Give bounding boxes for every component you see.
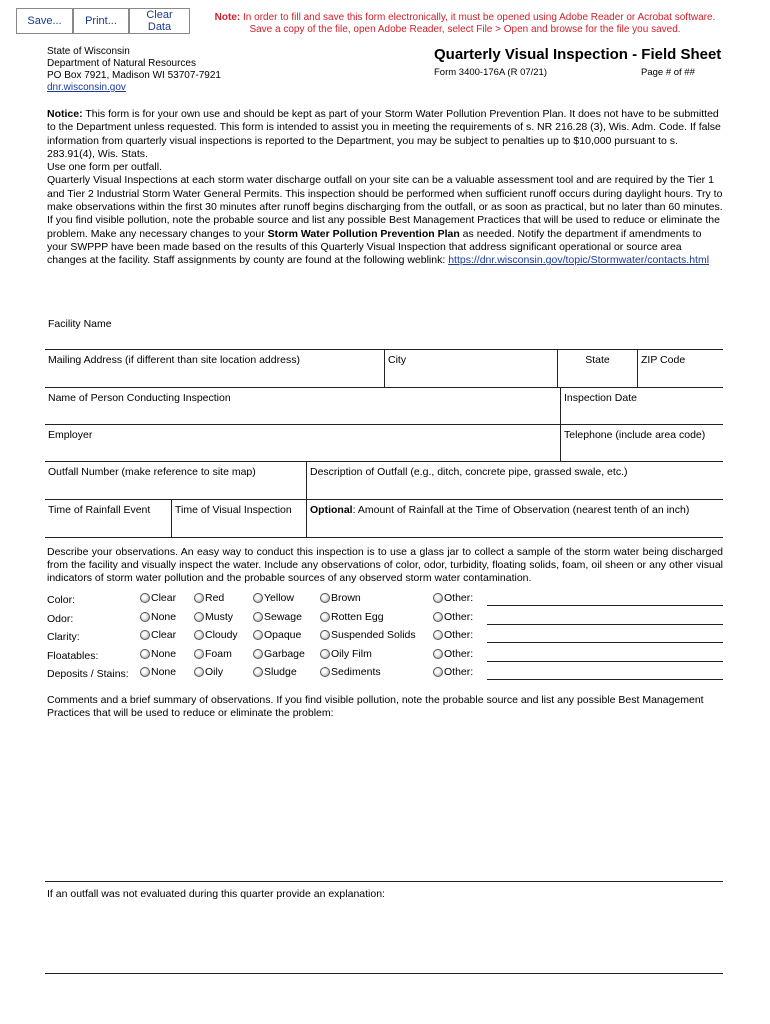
option-label: Oily Film <box>331 647 372 660</box>
outfall-description-label: Description of Outfall (e.g., ditch, concrete pipe, grassed swale, etc.) <box>310 466 628 478</box>
option-none[interactable] <box>140 611 176 623</box>
radio-icon[interactable] <box>140 612 150 622</box>
option-label: Clear <box>151 629 177 641</box>
observations-instructions: Describe your observations. An easy way to conduct this inspection is to use a glass jar to collect a sample of the storm water being discharged from the facility and visually inspect the water. Include any observations of color, odor, turbidity, floating solids, foam, oil sheen or any other visual indicators of storm water pollution and the probable sources of any observed storm water contamination. <box>47 546 723 584</box>
option-sewage[interactable] <box>253 611 302 623</box>
form-title: Quarterly Visual Inspection - Field Sheet <box>434 46 722 63</box>
option-label: Brown <box>331 592 361 604</box>
form-number: Form 3400-176A (R 07/21) <box>434 67 548 78</box>
row-label: Odor: <box>47 612 74 625</box>
clarity-other-input[interactable] <box>487 642 723 643</box>
option-none[interactable] <box>140 666 176 678</box>
option-label: Clear <box>151 592 177 604</box>
employer-field[interactable] <box>45 425 561 461</box>
radio-icon[interactable] <box>320 612 330 622</box>
agency-state: State of Wisconsin <box>47 46 130 57</box>
row-employer <box>45 425 723 462</box>
color-other-input[interactable] <box>487 605 723 606</box>
radio-icon[interactable] <box>320 649 330 659</box>
option-clear[interactable] <box>140 592 176 604</box>
observation-row-odor <box>47 611 723 630</box>
telephone-field[interactable] <box>561 425 723 461</box>
option-label: Sludge <box>264 666 297 678</box>
agency-address <box>47 46 221 94</box>
observation-checklist <box>47 592 723 685</box>
option-suspended-solids[interactable] <box>320 629 416 641</box>
option-label: None <box>151 647 177 660</box>
zip-code-label: ZIP Code <box>641 354 686 366</box>
radio-icon[interactable] <box>194 630 204 640</box>
save-button[interactable]: Save... <box>16 8 73 34</box>
option-brown[interactable] <box>320 592 361 604</box>
radio-icon[interactable] <box>433 667 443 677</box>
option-red[interactable] <box>194 592 224 604</box>
option-other[interactable] <box>433 648 473 660</box>
radio-icon[interactable] <box>140 649 150 659</box>
option-label: Cloudy <box>205 629 238 641</box>
row-address <box>45 350 723 388</box>
state-label: State <box>585 354 610 366</box>
row-label: Floatables: <box>47 649 99 662</box>
radio-icon[interactable] <box>253 667 263 677</box>
radio-icon[interactable] <box>194 593 204 603</box>
agency-department: Department of Natural Resources <box>47 58 196 69</box>
option-other[interactable] <box>433 629 473 641</box>
notice-section <box>47 108 723 268</box>
option-label: Other: <box>444 610 474 623</box>
option-yellow[interactable] <box>253 592 294 604</box>
notice-label: Notice: <box>47 108 83 120</box>
option-label: Garbage <box>264 647 305 660</box>
option-clear[interactable] <box>140 629 176 641</box>
option-label: Other: <box>444 647 474 660</box>
deposits-other-input[interactable] <box>487 679 723 680</box>
outfall-number-field[interactable] <box>45 462 307 499</box>
facility-name-field[interactable] <box>45 314 723 349</box>
radio-icon[interactable] <box>433 630 443 640</box>
comments-bottom-rule <box>45 881 723 882</box>
row-rainfall <box>45 500 723 538</box>
row-facility <box>45 314 723 350</box>
page-number: Page # of ## <box>641 67 695 78</box>
option-label: Other: <box>444 592 474 604</box>
option-foam[interactable] <box>194 648 232 660</box>
row-outfall <box>45 462 723 500</box>
adobe-note <box>198 12 732 36</box>
rainfall-time-field[interactable] <box>45 500 172 537</box>
inspector-name-label: Name of Person Conducting Inspection <box>48 392 231 404</box>
radio-icon[interactable] <box>194 667 204 677</box>
option-musty[interactable] <box>194 611 233 623</box>
option-label: Opaque <box>264 629 302 641</box>
telephone-label: Telephone (include area code) <box>564 429 706 441</box>
observation-row-color <box>47 592 723 611</box>
radio-icon[interactable] <box>253 630 263 640</box>
row-label: Clarity: <box>47 631 80 643</box>
radio-icon[interactable] <box>320 667 330 677</box>
option-sludge[interactable] <box>253 666 297 678</box>
outfall-number-label: Outfall Number (make reference to site map) <box>48 466 256 478</box>
notice-paragraph-2: Use one form per outfall. <box>47 161 162 174</box>
explanation-bottom-rule <box>45 973 723 974</box>
employer-label: Employer <box>48 429 93 441</box>
option-label: Sediments <box>331 666 381 678</box>
inspector-name-field[interactable] <box>45 388 561 424</box>
option-oily-film[interactable] <box>320 648 372 660</box>
visual-inspection-time-field[interactable] <box>172 500 307 537</box>
facility-info-grid <box>45 314 723 538</box>
outfall-description-field[interactable] <box>307 462 723 499</box>
note-line-2: Save a copy of the file, open Adobe Reader, select File > Open and browse for the file you saved. <box>249 24 681 35</box>
observation-row-floatables <box>47 648 723 667</box>
option-rotten-egg[interactable] <box>320 611 384 623</box>
visual-inspection-time-label: Time of Visual Inspection <box>175 504 292 516</box>
rainfall-amount-label: : Amount of Rainfall at the Time of Observation (nearest tenth of an inch) <box>352 504 690 516</box>
city-field[interactable] <box>385 350 558 387</box>
notice-paragraph-3b: as needed. Notify the department if amendments to your SWPPP have been made based on the results of this Quarterly Visual Inspection that address significant operational or source area changes at the facility. Staff assignments by county are found at the following weblink: <box>47 227 702 267</box>
clear-data-button[interactable]: Clear Data <box>129 8 190 34</box>
option-label: Suspended Solids <box>331 629 416 641</box>
comments-label: Comments and a brief summary of observations. If you find visible pollution, note the probable source and list any possible Best Management Practices that will be used to reduce or eliminate the problem: <box>47 694 704 719</box>
inspection-date-field[interactable] <box>561 388 723 424</box>
city-label: City <box>388 354 407 366</box>
state-field[interactable] <box>558 350 638 387</box>
inspection-date-label: Inspection Date <box>564 392 637 404</box>
option-label: Sewage <box>264 610 302 623</box>
radio-icon[interactable] <box>433 612 443 622</box>
option-label: None <box>151 610 177 623</box>
odor-other-input[interactable] <box>487 624 723 625</box>
form-toolbar <box>16 8 190 34</box>
option-label: Other: <box>444 629 474 641</box>
radio-icon[interactable] <box>320 630 330 640</box>
floatables-other-input[interactable] <box>487 661 723 662</box>
optional-label: Optional <box>310 504 353 516</box>
option-label: Yellow <box>264 592 294 604</box>
radio-icon[interactable] <box>253 593 263 603</box>
radio-icon[interactable] <box>253 612 263 622</box>
radio-icon[interactable] <box>320 593 330 603</box>
facility-name-label: Facility Name <box>48 318 112 330</box>
not-evaluated-label: If an outfall was not evaluated during this quarter provide an explanation: <box>47 888 385 900</box>
option-opaque[interactable] <box>253 629 301 641</box>
observation-row-clarity <box>47 629 723 648</box>
radio-icon[interactable] <box>194 649 204 659</box>
zip-code-field[interactable] <box>638 350 723 387</box>
agency-po-box: PO Box 7921, Madison WI 53707-7921 <box>47 70 221 81</box>
rainfall-amount-field[interactable] <box>307 500 723 537</box>
row-label: Color: <box>47 594 76 606</box>
option-none[interactable] <box>140 648 176 660</box>
mailing-address-label: Mailing Address (if different than site location address) <box>48 354 300 366</box>
radio-icon[interactable] <box>433 649 443 659</box>
note-line-1: In order to fill and save this form electronically, it must be opened using Adobe Reader or Acrobat software. <box>240 12 716 23</box>
option-oily[interactable] <box>194 666 223 678</box>
radio-icon[interactable] <box>253 649 263 659</box>
option-label: Musty <box>205 610 234 623</box>
option-label: None <box>151 666 177 678</box>
notice-paragraph-3a: Quarterly Visual Inspections at each storm water discharge outfall on your site can be a valuable assessment tool and are required by the Tier 1 and Tier 2 Industrial Storm Water General Permits. This inspection should be performed when sufficient runoff occurs during daylight hours. Try to make observations within the first 30 minutes after runoff begins discharging from the outfall, or as soon as practical, but no later than 60 minutes. If you find visible pollution, note the probable source and list any possible Best Management Practices that will be used to reduce or eliminate the problem. Make any necessary changes to your <box>47 174 723 240</box>
agency-website-link[interactable]: dnr.wisconsin.gov <box>47 82 126 93</box>
radio-icon[interactable] <box>194 612 204 622</box>
radio-icon[interactable] <box>140 593 150 603</box>
row-label: Deposits / Stains: <box>47 668 129 680</box>
radio-icon[interactable] <box>433 593 443 603</box>
rainfall-time-label: Time of Rainfall Event <box>48 504 151 516</box>
option-label: Oily <box>205 666 224 678</box>
mailing-address-field[interactable] <box>45 350 385 387</box>
swppp-bold: Storm Water Pollution Prevention Plan <box>267 227 460 240</box>
option-label: Other: <box>444 666 474 678</box>
contacts-weblink[interactable]: https://dnr.wisconsin.gov/topic/Stormwater/contacts.html <box>448 254 710 267</box>
option-other[interactable] <box>433 611 473 623</box>
option-label: Red <box>205 592 225 604</box>
radio-icon[interactable] <box>140 630 150 640</box>
observation-row-deposits <box>47 666 723 685</box>
radio-icon[interactable] <box>140 667 150 677</box>
option-sediments[interactable] <box>320 666 381 678</box>
option-other[interactable] <box>433 592 473 604</box>
row-inspector <box>45 388 723 425</box>
option-cloudy[interactable] <box>194 629 238 641</box>
option-label: Foam <box>205 647 232 660</box>
notice-paragraph-1: This form is for your own use and should be kept as part of your Storm Water Pollution Prevention Plan. It does not have to be submitted to the Department unless requested. This form is intended to assist you in meeting the requirements of s. NR 216.28 (3), Wis. Adm. Code. If false information from quarterly visual inspections is reported to the Department, you may be subject to penalties up to $10,000 pursuant to s. 283.91(4), Wis. Stats. <box>47 108 721 160</box>
comments-field[interactable] <box>47 694 723 720</box>
print-button[interactable]: Print... <box>73 8 129 34</box>
note-label: Note: <box>214 12 241 23</box>
option-label: Rotten Egg <box>331 610 384 623</box>
option-garbage[interactable] <box>253 648 305 660</box>
option-other[interactable] <box>433 666 473 678</box>
